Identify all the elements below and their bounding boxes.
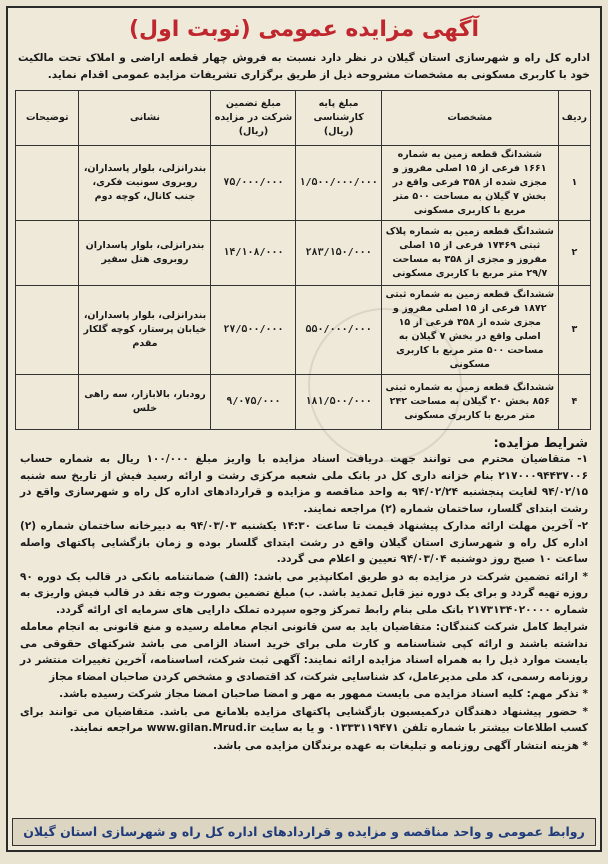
row-base-price: ۱۸۱/۵۰۰/۰۰۰ [296,375,381,430]
row-specs: ششدانگ قطعه زمین به شماره ثبتی ۱۸۷۲ فرعی از ۱۵ اصلی مفروز و مجزی شده از ۳۵۸ فرعی از ۱۵ اصلی واقع در بخش ۷ گیلان به مساحت ۵۰۰ متر مربع با کاربری مسکونی [381,286,558,375]
header-guarantee: مبلغ تضمین شرکت در مزایده (ریال) [211,91,296,146]
intro-paragraph: اداره کل راه و شهرسازی استان گیلان در نظر دارد نسبت به فروش چهار قطعه اراضی و املاک تحت مالکیت خود با کاربری مسکونی به مشخصات مشروحه ذیل از طریق برگزاری تشریفات مزایده عمومی اقدام نماید. [18,52,590,81]
table-row [16,375,591,430]
page-title: آگهی مزایده عمومی (نوبت اول) [128,17,480,42]
condition-item: ۱- متقاضیان محترم می توانند جهت دریافت اسناد مزایده با واریز مبلغ ۱۰۰/۰۰۰ ریال به شماره حساب ۲۱۷۰۰۰۹۴۴۳۷۰۰۶ بنام خزانه داری کل در بانک ملی شعبه مرکزی رشت و ارائه رسید فیش از تاریخ سه شنبه ۹۴/۰۲/۱۵ لغایت پنجشنبه ۹۴/۰۲/۲۴ به واحد مناقصه و مزایده و قراردادهای اداره کل راه و شهرسازی واقع در رشت ابتدای گلسار، ساختمان شماره (۲) مراجعه نمایند. [20,453,588,515]
condition-item: شرایط کامل شرکت کنندگان: متقاضیان باید به سن قانونی انجام معامله رسیده و منع قانونی به انجام معامله نداشته باشند و ارائه کپی شناسنامه و کارت ملی برای خرید اسناد الزامی می باشد شرکتهای حقوقی می بایست موارد ذیل را به همراه اسناد مزایده ارائه نمایند: آگهی ثبت شرکت، اساسنامه، آخرین تغییرات منتشر در روزنامه رسمی، کد ملی مدیرعامل، کد شناسایی شرکت، کد اقتصادی و مشخص کردن صاحبان امضاء مجاز [20,621,588,683]
conditions-list [20,451,588,754]
row-address: بندرانزلی، بلوار پاسداران، خیابان پرستار، کوچه گلکار مقدم [79,286,211,375]
row-notes [16,286,79,375]
header-notes: توضیحات [16,91,79,146]
condition-item: * حضور پیشنهاد دهندگان درکمیسیون بازگشایی پاکتهای مزایده بلامانع می باشد. متقاضیان می توانند برای کسب اطلاعات بیشتر با شماره تلفن ۰۱۳۳۳۱۱۹۴۷۱ و یا به سایت www.gilan.Mrud.ir مراجعه نمایند. [20,705,588,734]
header-specs: مشخصات [381,91,558,146]
row-guarantee: ۹/۰۷۵/۰۰۰ [211,375,296,430]
row-address: رودبار، بالابازار، سه راهی خلس [79,375,211,430]
header-address: نشانی [79,91,211,146]
footer-banner: روابط عمومی و واحد مناقصه و مزایده و قراردادهای اداره کل راه و شهرسازی استان گیلان [12,818,596,846]
condition-item: * تذکر مهم: کلیه اسناد مزایده می بایست ممهور به مهر و امضا صاحبان امضا مجاز شرکت رسیده باشد. [59,688,588,700]
table-row [16,146,591,221]
table-row [16,221,591,286]
condition-item: ۲- آخرین مهلت ارائه مدارک پیشنهاد قیمت تا ساعت ۱۴:۳۰ یکشنبه ۹۴/۰۳/۰۳ به دبیرخانه ساختمان شماره (۲) اداره کل راه و شهرسازی استان گیلان واقع در رشت ابتدای گلسار بوده و زمان بازگشایی پاکتهای واصله ساعت ۱۰ صبح روز دوشنبه ۹۴/۰۳/۰۴ تعیین و اعلام می گردد. [20,520,588,565]
conditions-title: شرایط مزایده: [493,436,588,451]
row-base-price: ۲۸۳/۱۵۰/۰۰۰ [296,221,381,286]
row-notes [16,375,79,430]
row-notes [16,146,79,221]
row-notes [16,221,79,286]
advertisement-page [6,6,602,852]
row-guarantee: ۷۵/۰۰۰/۰۰۰ [211,146,296,221]
row-specs: ششدانگ قطعه زمین به شماره ۱۶۶۱ فرعی از ۱۵ اصلی مفروز و مجزی شده از ۳۵۸ فرعی واقع در بخش ۷ گیلان به مساحت ۵۰۰ متر مربع با کاربری مسکونی [381,146,558,221]
table-row [16,286,591,375]
auction-table [15,90,591,430]
row-specs: ششدانگ قطعه زمین به شماره ثبتی ۸۵۶ بخش ۲۰ گیلان به مساحت ۲۴۲ متر مربع با کاربری مسکونی [381,375,558,430]
condition-item: * ارائه تضمین شرکت در مزایده به دو طریق امکانپذیر می باشد: (الف) ضمانتنامه بانکی در قالب یک دوره ۹۰ روزه تهیه گردد و برای یک دوره نیز قابل تمدید باشد. ب) مبلغ تضمین بصورت وجه نقد در قالب فیش واریزی به شماره ۲۱۷۳۱۳۴۰۲۰۰۰۰ بانک ملی بنام رابط تمرکز وجوه سپرده تملک دارایی های سرمایه ای ارائه گردد. [20,570,588,616]
row-address: بندرانزلی، بلوار پاسداران روبروی هتل سفیر [79,221,211,286]
header-row-number: ردیف [558,91,590,146]
row-address: بندرانزلی، بلوار پاسداران، روبروی سونیت فکری، جنب کانال، کوچه دوم [79,146,211,221]
row-guarantee: ۱۴/۱۰۸/۰۰۰ [211,221,296,286]
row-number: ۴ [558,375,590,430]
row-guarantee: ۲۷/۵۰۰/۰۰۰ [211,286,296,375]
row-base-price: ۵۵۰/۰۰۰/۰۰۰ [296,286,381,375]
header-base-price: مبلغ پایه کارشناسی (ریال) [296,91,381,146]
row-number: ۲ [558,221,590,286]
row-base-price: ۱/۵۰۰/۰۰۰/۰۰۰ [296,146,381,221]
row-specs: ششدانگ قطعه زمین به شماره پلاک ثبتی ۱۷۴۶۹ فرعی از ۱۵ اصلی مفروز و مجزی از ۳۵۸ به مساحت ۲۹/۷ متر مربع با کاربری مسکونی [381,221,558,286]
table-header-row [16,91,591,146]
row-number: ۳ [558,286,590,375]
row-number: ۱ [558,146,590,221]
condition-item: * هزینه انتشار آگهی روزنامه و تبلیغات به عهده برندگان مزایده می باشد. [212,739,588,752]
